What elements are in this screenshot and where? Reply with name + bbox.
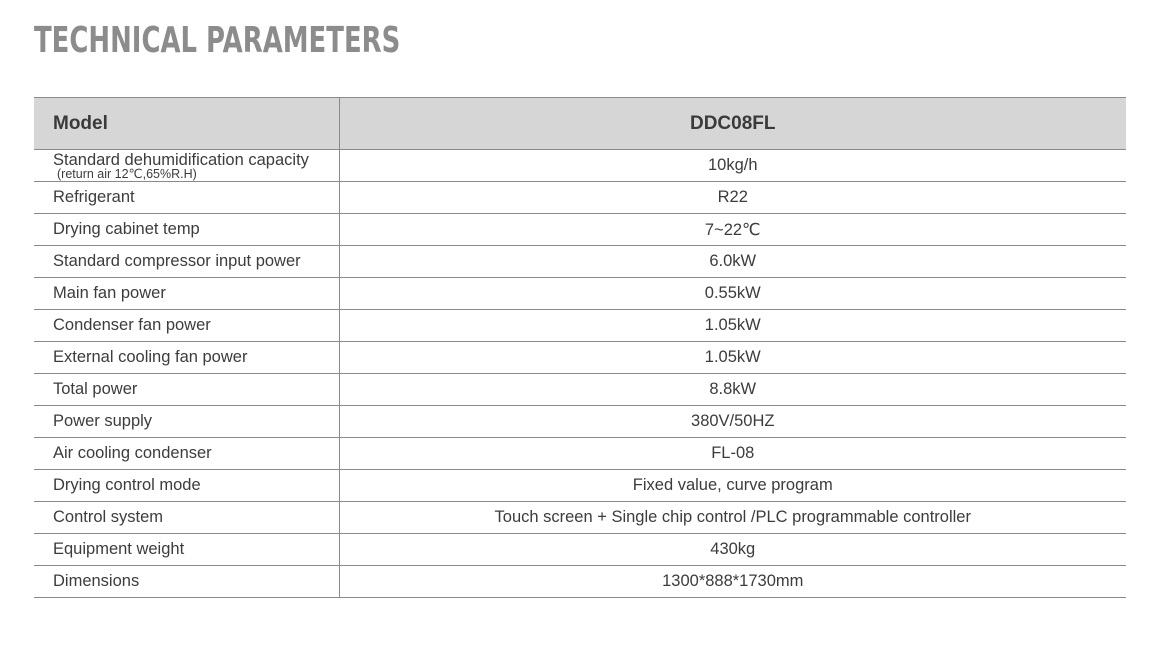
row-label: Total power — [34, 374, 339, 406]
row-label: Condenser fan power — [34, 310, 339, 342]
row-value: 430kg — [339, 534, 1126, 566]
table-row — [34, 502, 1126, 534]
table-row — [34, 534, 1126, 566]
row-value: 7~22℃ — [339, 214, 1126, 246]
row-value: 0.55kW — [339, 278, 1126, 310]
table-row — [34, 406, 1126, 438]
row-label: Standard compressor input power — [34, 246, 339, 278]
row-value: 1300*888*1730mm — [339, 566, 1126, 598]
row-label-text: Standard dehumidification capacity — [53, 150, 309, 169]
table-row — [34, 278, 1126, 310]
row-label: Control system — [34, 502, 339, 534]
row-value: FL-08 — [339, 438, 1126, 470]
row-value: 380V/50HZ — [339, 406, 1126, 438]
table-row — [34, 470, 1126, 502]
table-row — [34, 438, 1126, 470]
row-label: Main fan power — [34, 278, 339, 310]
table-header-row — [34, 98, 1126, 150]
row-label-note: (return air 12℃,65%R.H) — [57, 166, 197, 181]
row-label — [34, 150, 339, 182]
row-label: Drying cabinet temp — [34, 214, 339, 246]
row-value: 10kg/h — [339, 150, 1126, 182]
page-title: TECHNICAL PARAMETERS — [34, 20, 401, 61]
parameters-table — [34, 97, 1126, 598]
header-model-value: DDC08FL — [339, 98, 1126, 150]
row-value: 1.05kW — [339, 310, 1126, 342]
row-label: Air cooling condenser — [34, 438, 339, 470]
table-row — [34, 246, 1126, 278]
row-label: Power supply — [34, 406, 339, 438]
table-row — [34, 374, 1126, 406]
table-row — [34, 342, 1126, 374]
row-label: Refrigerant — [34, 182, 339, 214]
row-label: Dimensions — [34, 566, 339, 598]
table-row — [34, 182, 1126, 214]
row-value: R22 — [339, 182, 1126, 214]
table-row — [34, 150, 1126, 182]
table-row — [34, 214, 1126, 246]
header-label: Model — [34, 98, 339, 150]
row-value: 1.05kW — [339, 342, 1126, 374]
table-row — [34, 566, 1126, 598]
row-label: Equipment weight — [34, 534, 339, 566]
table-row — [34, 310, 1126, 342]
row-value: 6.0kW — [339, 246, 1126, 278]
row-label: Drying control mode — [34, 470, 339, 502]
row-value: Touch screen + Single chip control /PLC programmable controller — [339, 502, 1126, 534]
row-label: External cooling fan power — [34, 342, 339, 374]
row-value: Fixed value, curve program — [339, 470, 1126, 502]
row-value: 8.8kW — [339, 374, 1126, 406]
